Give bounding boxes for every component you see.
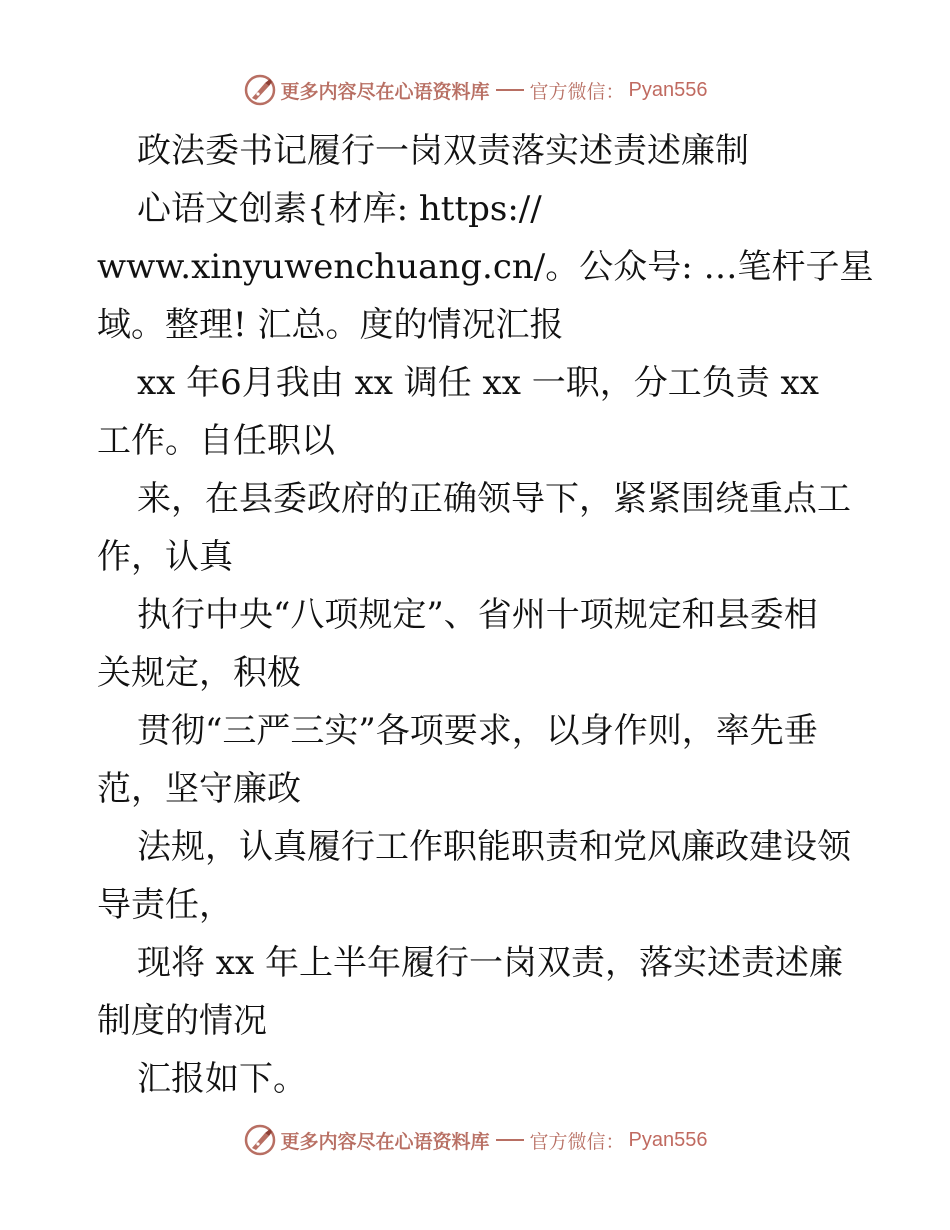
- doc-line: 制度的情况: [97, 1001, 267, 1041]
- footer-banner: [0, 1120, 950, 1160]
- doc-line: 执行中央“八项规定”、省州十项规定和县委相: [137, 595, 818, 635]
- banner-wechat-label: 官方微信：: [529, 1130, 625, 1153]
- document-body: [97, 122, 874, 1108]
- doc-line: 范，坚守廉政: [97, 769, 301, 809]
- doc-line: 法规，认真履行工作职能职责和党风廉政建设领: [137, 827, 851, 867]
- doc-line: 汇报如下。: [137, 1059, 307, 1099]
- doc-title-line: 政法委书记履行一岗双责落实述责述廉制: [137, 131, 749, 171]
- doc-line: 贯彻“三严三实”各项要求，以身作则，率先垂: [137, 711, 818, 751]
- header-banner: [0, 70, 950, 110]
- doc-line: 来，在县委政府的正确领导下，紧紧围绕重点工: [137, 479, 851, 519]
- banner-dash: [496, 89, 524, 91]
- doc-line: 心语文创素{材库: https://: [137, 189, 542, 229]
- doc-line: 导责任，: [97, 885, 233, 925]
- pen-nib-logo-icon: [243, 1123, 277, 1157]
- doc-line: 域。整理! 汇总。度的情况汇报: [97, 305, 564, 345]
- doc-line: www.xinyuwenchuang.cn/。公众号: …笔杆子星: [97, 247, 874, 287]
- doc-line: 工作。自任职以: [97, 421, 335, 461]
- doc-line: 作，认真: [97, 537, 233, 577]
- banner-text: 更多内容尽在心语资料库: [280, 1130, 490, 1153]
- doc-line: 现将 xx 年上半年履行一岗双责，落实述责述廉: [137, 943, 843, 983]
- banner-text: 更多内容尽在心语资料库: [280, 80, 490, 103]
- doc-line: xx 年6月我由 xx 调任 xx 一职，分工负责 xx: [137, 363, 819, 403]
- banner-wechat-id: Pyan556: [628, 78, 708, 101]
- pen-nib-logo-icon: [243, 73, 277, 107]
- banner-wechat-label: 官方微信：: [529, 80, 625, 103]
- banner-wechat-id: Pyan556: [628, 1128, 708, 1151]
- banner-dash: [496, 1139, 524, 1141]
- doc-line: 关规定，积极: [97, 653, 301, 693]
